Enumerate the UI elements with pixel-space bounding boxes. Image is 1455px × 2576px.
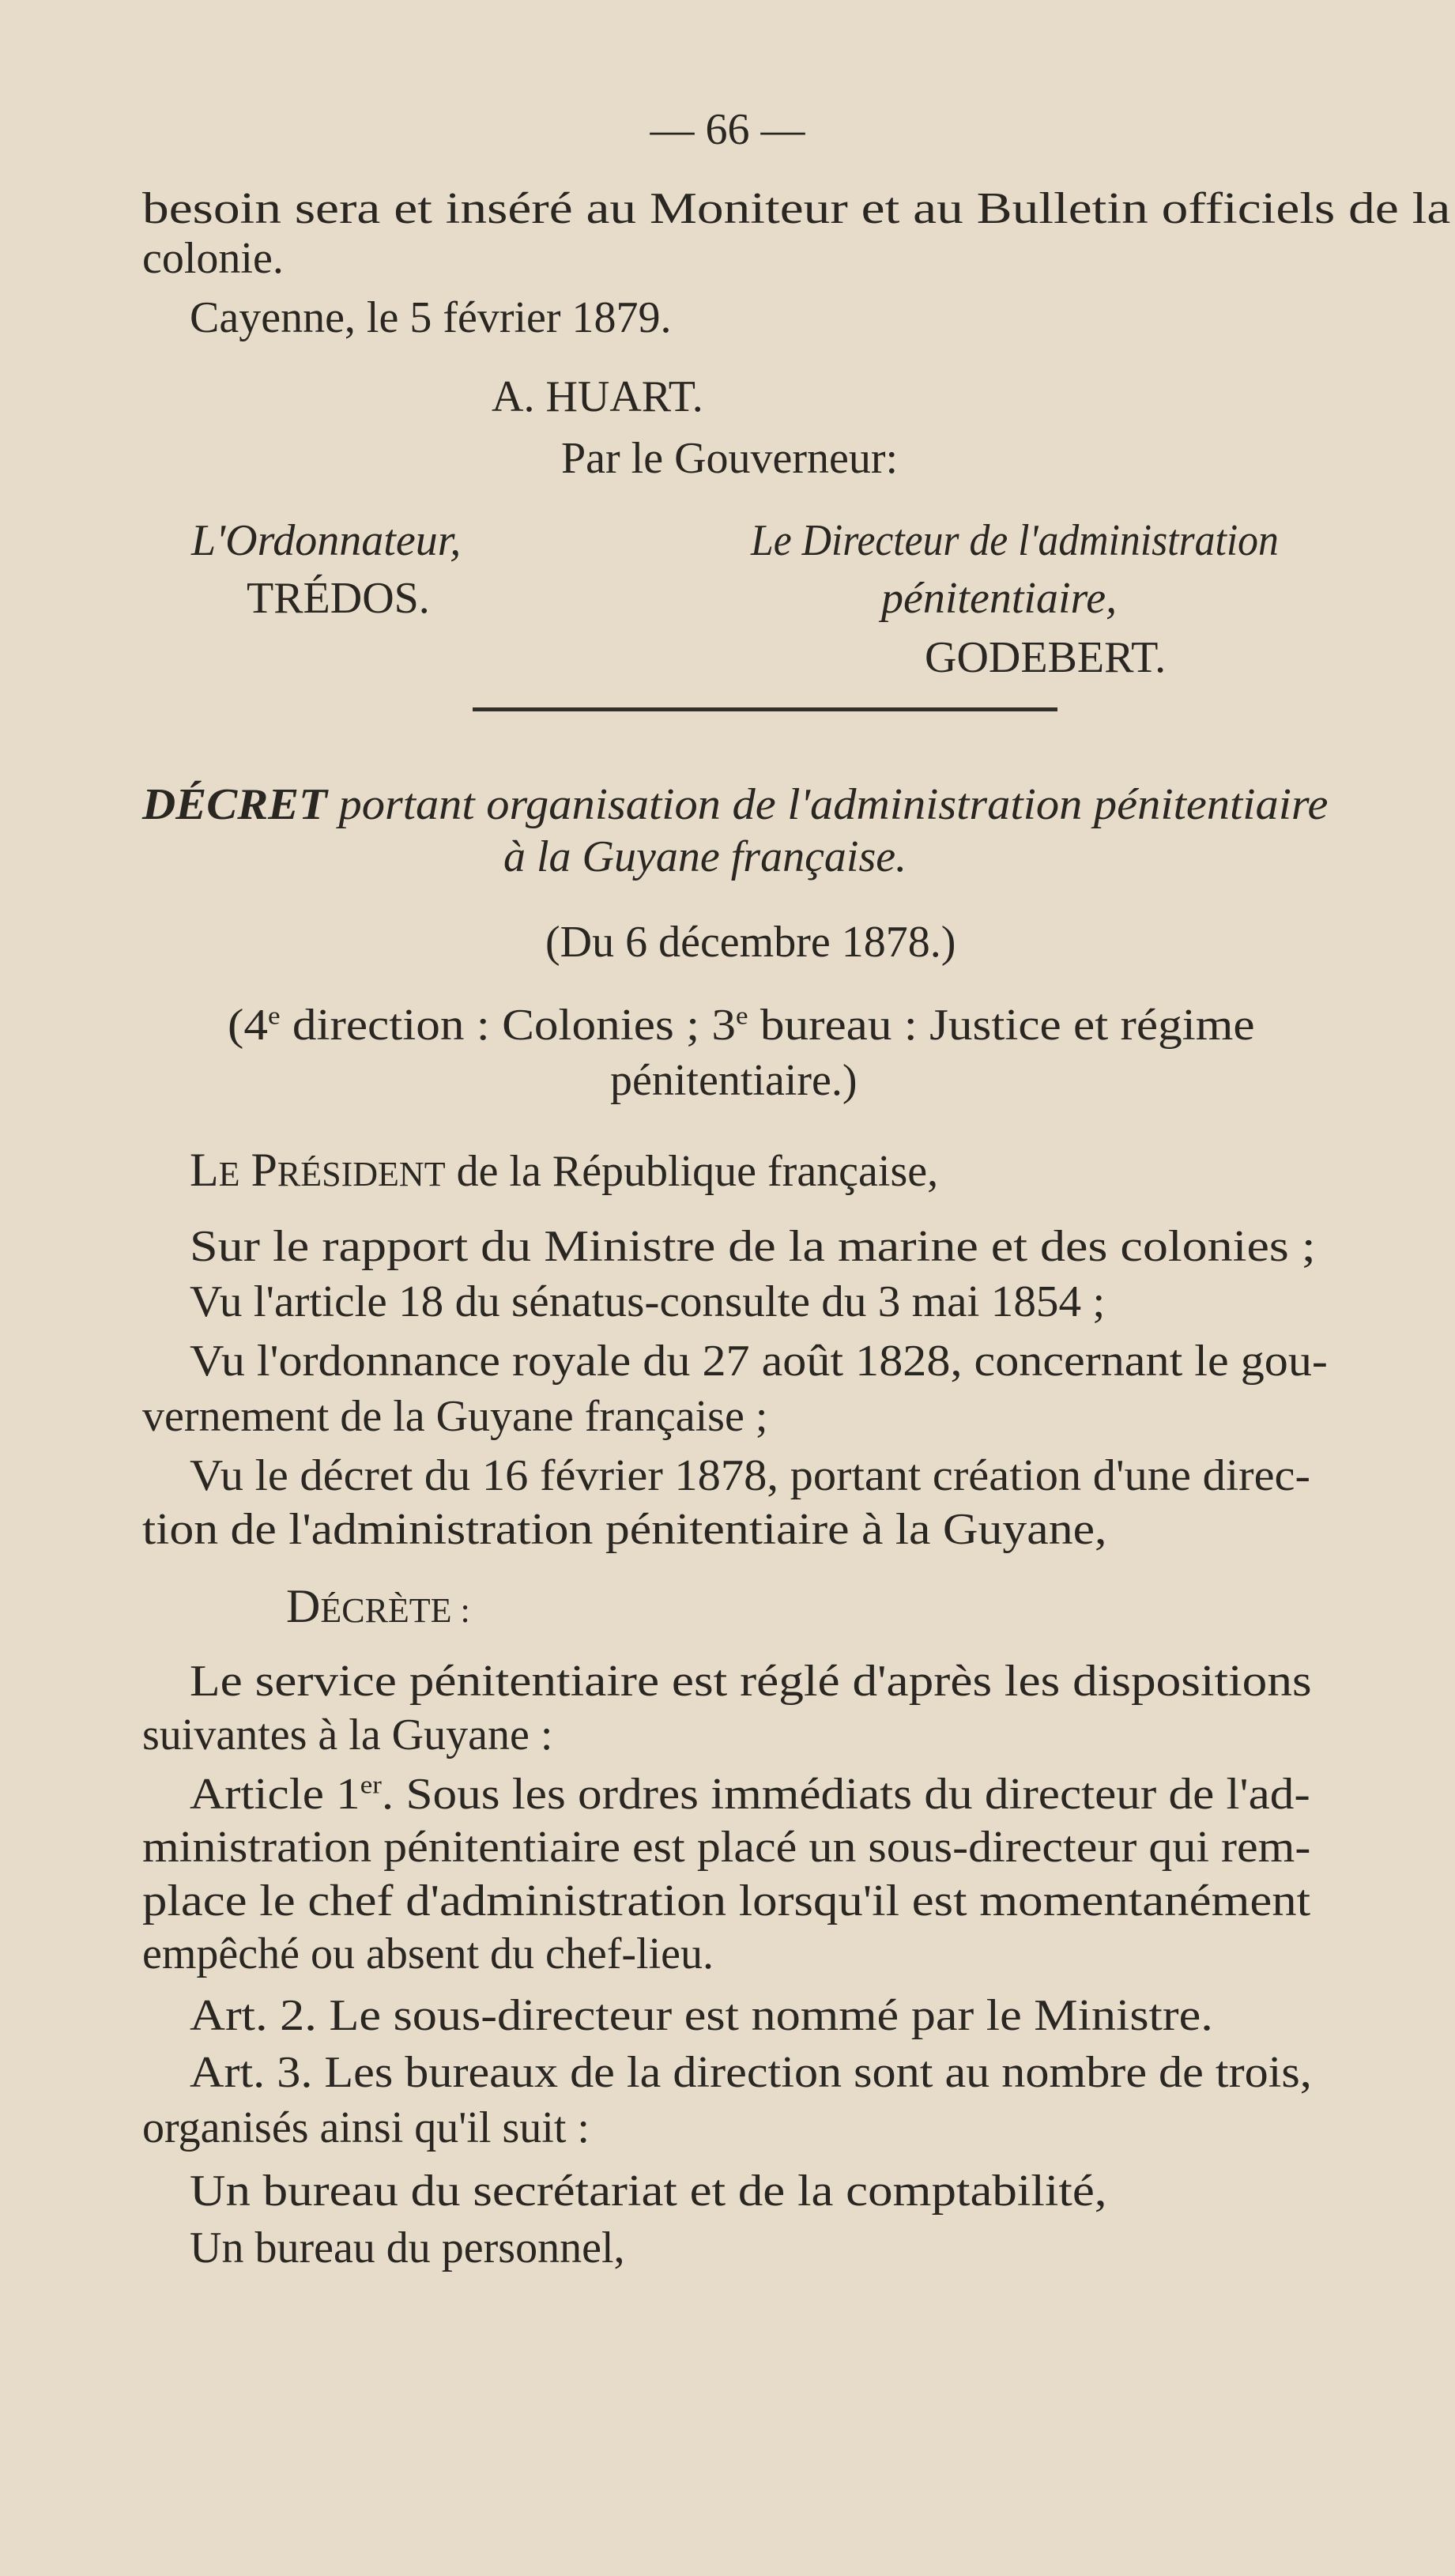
text-line: Vu l'ordonnance royale du 27 août 1828, concernant le gou- [190, 1337, 1328, 1386]
ordonnateur-name: TRÉDOS. [247, 574, 430, 623]
text-line: place le chef d'administration lorsqu'il est momentanément [142, 1876, 1311, 1925]
ordonnateur-title: L'Ordonnateur, [191, 516, 462, 565]
decree-heading: DÉCRET portant organisation de l'administration pénitentiaire [142, 780, 1329, 829]
separator-rule [473, 707, 1057, 711]
directeur-title: Le Directeur de l'administration [751, 516, 1279, 565]
decree-heading-2: à la Guyane française. [503, 832, 907, 881]
text-line: vernement de la Guyane française ; [142, 1392, 768, 1441]
by-governor-line: Par le Gouverneur: [561, 434, 899, 483]
text-line: organisés ainsi qu'il suit : [142, 2103, 590, 2152]
signature-huart: A. HUART. [492, 372, 703, 421]
text-line: suivantes à la Guyane : [142, 1710, 553, 1759]
text-line: tion de l'administration pénitentiaire à la Guyane, [142, 1505, 1107, 1554]
text-line: colonie. [142, 234, 284, 283]
president-line: LE PRÉSIDENT de la République française, [190, 1144, 939, 1196]
article-3-line: Art. 3. Les bureaux de la direction sont au nombre de trois, [190, 2048, 1312, 2097]
decree-date: (Du 6 décembre 1878.) [545, 918, 956, 967]
text-line: Sur le rapport du Ministre de la marine et des colonies ; [190, 1222, 1316, 1271]
text-line: empêché ou absent du chef-lieu. [142, 1929, 714, 1978]
place-date: Cayenne, le 5 février 1879. [190, 293, 672, 342]
decrete-heading: DÉCRÈTE : [286, 1580, 470, 1632]
directeur-name: GODEBERT. [925, 633, 1167, 682]
page-number: — 66 — [650, 105, 805, 154]
article-1-line: Article 1er. Sous les ordres immédiats du directeur de l'ad- [190, 1770, 1310, 1819]
text-line: ministration pénitentiaire est placé un sous-directeur qui rem- [142, 1823, 1311, 1872]
text-line: Vu le décret du 16 février 1878, portant création d'une direc- [190, 1451, 1310, 1500]
list-item: Un bureau du personnel, [190, 2223, 625, 2272]
decree-reference: (4e direction : Colonies ; 3e bureau : Justice et régime [228, 1001, 1255, 1050]
list-item: Un bureau du secrétariat et de la comptabilité, [190, 2167, 1107, 2216]
article-2-line: Art. 2. Le sous-directeur est nommé par le Ministre. [190, 1991, 1213, 2040]
text-line: Vu l'article 18 du sénatus-consulte du 3 mai 1854 ; [190, 1277, 1106, 1326]
decree-reference-2: pénitentiaire.) [610, 1056, 858, 1105]
text-line: Le service pénitentiaire est réglé d'après les dispositions [190, 1657, 1312, 1706]
directeur-title-2: pénitentiaire, [881, 574, 1118, 623]
text-line: besoin sera et inséré au Moniteur et au Bulletin officiels de la [142, 184, 1451, 233]
